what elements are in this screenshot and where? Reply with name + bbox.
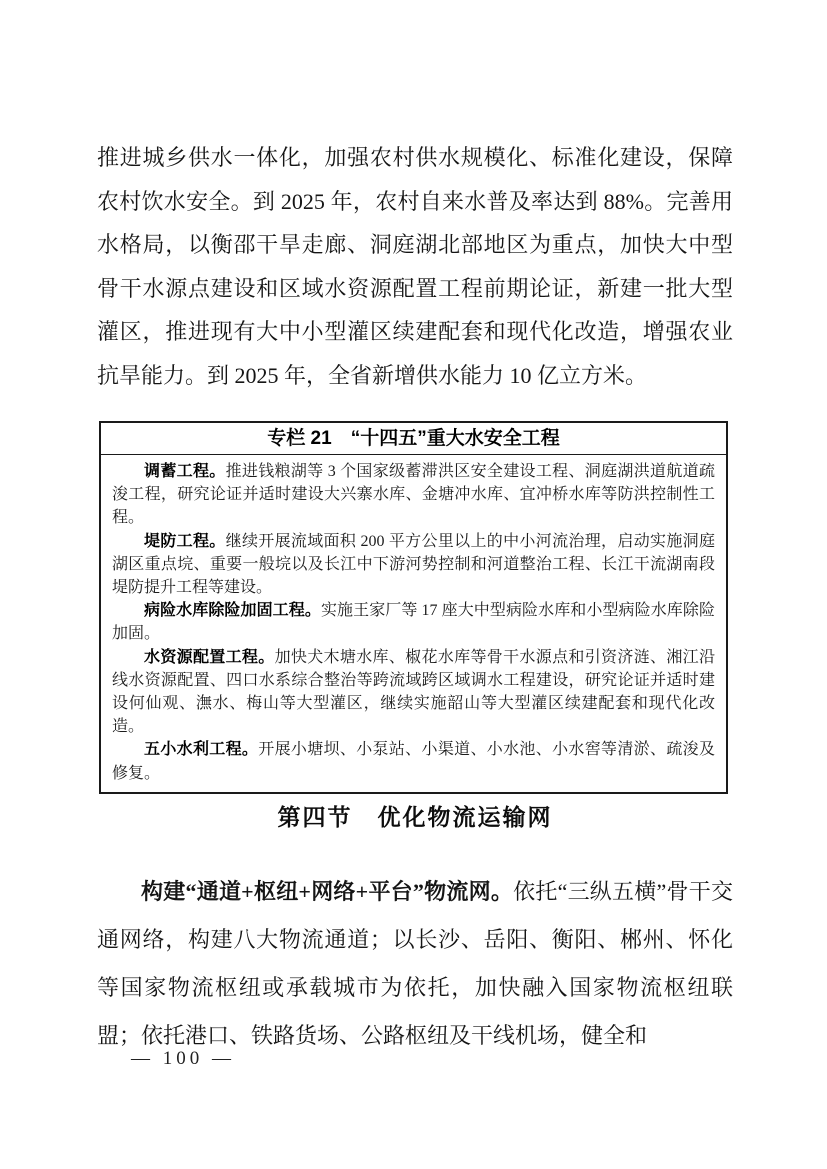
column-item-label: 病险水库除险加固工程。 xyxy=(144,602,321,620)
column-item-text: 推进钱粮湖等 3 个国家级蓄滞洪区安全建设工程、洞庭湖洪道航道疏浚工程，研究论证并适时建设大兴寨水库、金塘冲水库、宜冲桥水库等防洪控制性工程。 xyxy=(112,463,715,527)
section-heading-logistics-network: 第四节 优化物流运输网 xyxy=(277,805,553,830)
column-item-label: 五小水利工程。 xyxy=(144,741,259,759)
column-item-label: 调蓄工程。 xyxy=(144,463,226,480)
column-item-dike xyxy=(112,530,715,600)
column-body xyxy=(101,455,726,792)
column-item-label: 水资源配置工程。 xyxy=(144,648,275,666)
column-item-text: 实施王家厂等 17 座大中型病险水库和小型病险水库除险加固。 xyxy=(112,602,715,643)
special-column-box xyxy=(99,421,728,794)
column-item-regulation-storage xyxy=(112,460,715,530)
column-item-text: 开展小塘坝、小泵站、小渠道、小水池、小水窖等清淤、疏浚及修复。 xyxy=(112,741,715,782)
column-item-reservoir-reinforcement xyxy=(112,599,715,645)
paragraph-logistics-network xyxy=(97,868,733,1060)
column-item-small-water-projects xyxy=(112,738,715,784)
column-item-text: 继续开展流域面积 200 平方公里以上的中小河流治理，启动实施洞庭湖区重点垸、重要一般垸以及长江中下游河势控制和河道整治工程、长江干流湖南段堤防提升工程等建设。 xyxy=(112,532,715,597)
page-number: — 100 — xyxy=(131,1048,235,1069)
column-item-text: 加快犬木塘水库、椒花水库等骨干水源点和引资济涟、湘江沿线水资源配置、四口水系综合整治等跨流域跨区域调水工程建设，研究论证并适时建设何仙观、潕水、梅山等大型灌区，继续实施韶山等大型灌区续建配套和现代化改造。 xyxy=(112,648,715,736)
column-item-water-resource-allocation xyxy=(112,646,715,739)
column-item-label: 堤防工程。 xyxy=(144,532,226,550)
paragraph-rural-water-supply: 推进城乡供水一体化，加强农村供水规模化、标准化建设，保障农村饮水安全。到 2025 年，农村自来水普及率达到 88%。完善用水格局，以衡邵干旱走廊、洞庭湖北部地区为重点，加快大中型骨干水源点建设和区域水资源配置工程前期论证，新建一批大型灌区，推进现有大中小型灌区续建配套和现代化改造，增强农业抗旱能力。到 2025 年，全省新增供水能力 10 亿立方米。 xyxy=(97,145,733,388)
paragraph-rest: 依托“三纵五横”骨干交通网络，构建八大物流通道；以长沙、岳阳、衡阳、郴州、怀化等国家物流枢纽或承载城市为依托，加快融入国家物流枢纽联盟；依托港口、铁路货场、公路枢纽及干线机场，健全和 xyxy=(97,879,733,1048)
paragraph-lead-bold: 构建“通道+枢纽+网络+平台”物流网。 xyxy=(141,879,514,904)
column-title: 专栏 21 “十四五”重大水安全工程 xyxy=(101,423,726,455)
